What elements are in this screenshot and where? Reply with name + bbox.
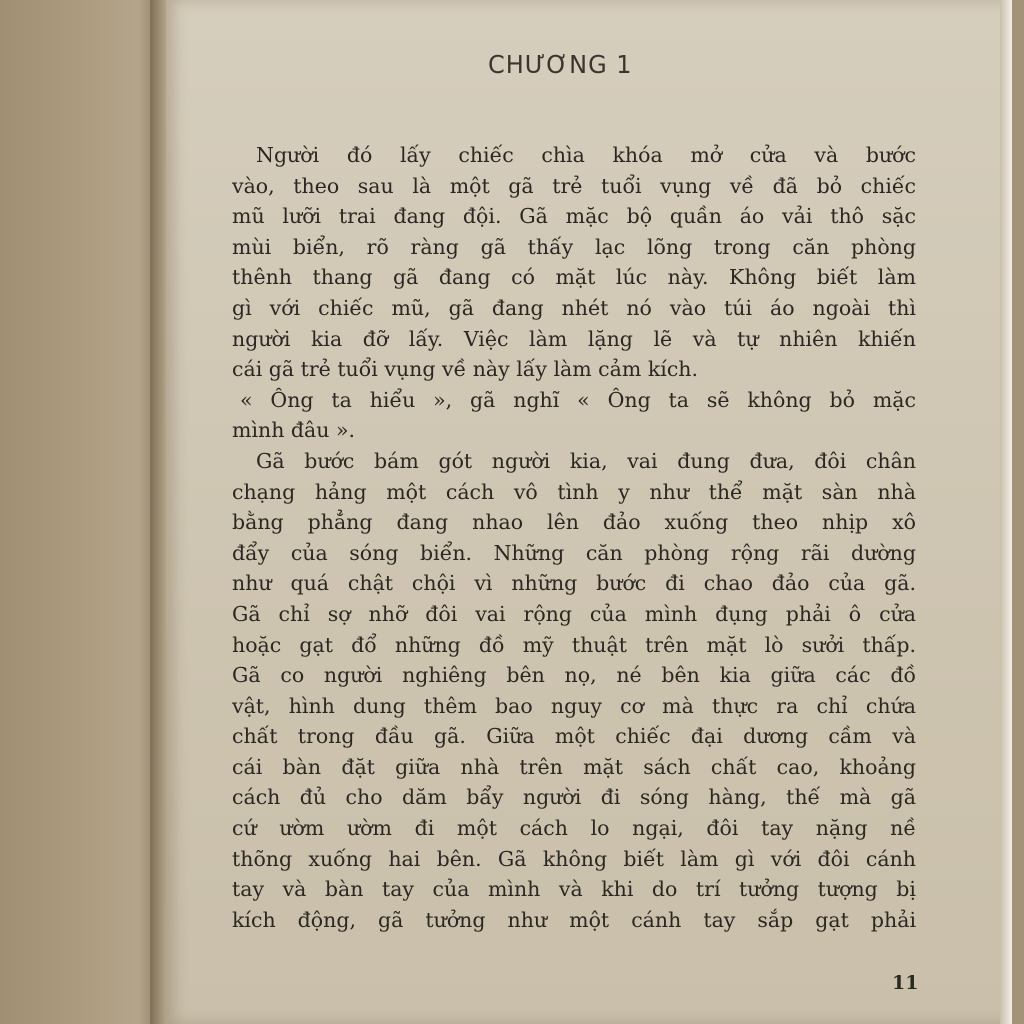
page-number: 11 <box>892 972 919 994</box>
text-line: chất trong đầu gã. Giữa một chiếc đại dương cầm và <box>232 724 916 749</box>
text-line: tay và bàn tay của mình và khi do trí tưởng tượng bị <box>232 877 916 902</box>
text-line: vào, theo sau là một gã trẻ tuổi vụng về đã bỏ chiếc <box>232 173 916 198</box>
text-line: mình đâu ». <box>232 418 356 443</box>
text-line: người kia đỡ lấy. Việc làm lặng lẽ và tự nhiên khiến <box>232 326 916 351</box>
text-line: kích động, gã tưởng như một cánh tay sắp gạt phải <box>232 907 916 932</box>
text-line: đẩy của sóng biển. Những căn phòng rộng rãi dường <box>232 540 916 565</box>
text-line: cách đủ cho dăm bẩy người đi sóng hàng, thế mà gã <box>232 785 916 810</box>
left-page <box>0 0 162 1024</box>
text-line: Gã co người nghiêng bên nọ, né bên kia giữa các đồ <box>232 663 916 688</box>
text-line: gì với chiếc mũ, gã đang nhét nó vào túi áo ngoài thì <box>232 295 916 320</box>
page-edge <box>1000 0 1012 1024</box>
chapter-title: CHƯƠNG 1 <box>488 50 633 79</box>
text-line: cái gã trẻ tuổi vụng về này lấy làm cảm kích. <box>232 357 699 382</box>
text-line: bằng phẳng đang nhao lên đảo xuống theo nhịp xô <box>232 510 916 535</box>
text-line: thênh thang gã đang có mặt lúc này. Không biết làm <box>232 265 916 290</box>
text-line: mùi biển, rõ ràng gã thấy lạc lõng trong căn phòng <box>232 234 916 259</box>
text-line: như quá chật chội vì những bước đi chao đảo của gã. <box>232 571 916 596</box>
text-line: hoặc gạt đổ những đồ mỹ thuật trên mặt lò sưởi thấp. <box>232 632 916 657</box>
text-line: cứ ườm ườm đi một cách lo ngại, đôi tay nặng nề <box>232 816 916 841</box>
body-text <box>232 140 916 935</box>
text-line: cái bàn đặt giữa nhà trên mặt sách chất cao, khoảng <box>232 754 916 779</box>
text-line: mũ lưỡi trai đang đội. Gã mặc bộ quần áo vải thô sặc <box>232 204 916 229</box>
text-line: chạng hảng một cách vô tình y như thể mặt sàn nhà <box>232 479 916 504</box>
text-line: « Ông ta hiểu », gã nghĩ « Ông ta sẽ không bỏ mặc <box>240 387 916 412</box>
text-line: Gã chỉ sợ nhỡ đôi vai rộng của mình đụng phải ô cửa <box>232 601 916 626</box>
text-line: Người đó lấy chiếc chìa khóa mở cửa và bước <box>256 143 916 167</box>
text-line: Gã bước bám gót người kia, vai đung đưa, đôi chân <box>256 448 916 473</box>
text-line: vật, hình dung thêm bao nguy cơ mà thực ra chỉ chứa <box>232 693 916 718</box>
text-line: thõng xuống hai bên. Gã không biết làm gì với đôi cánh <box>232 846 916 871</box>
